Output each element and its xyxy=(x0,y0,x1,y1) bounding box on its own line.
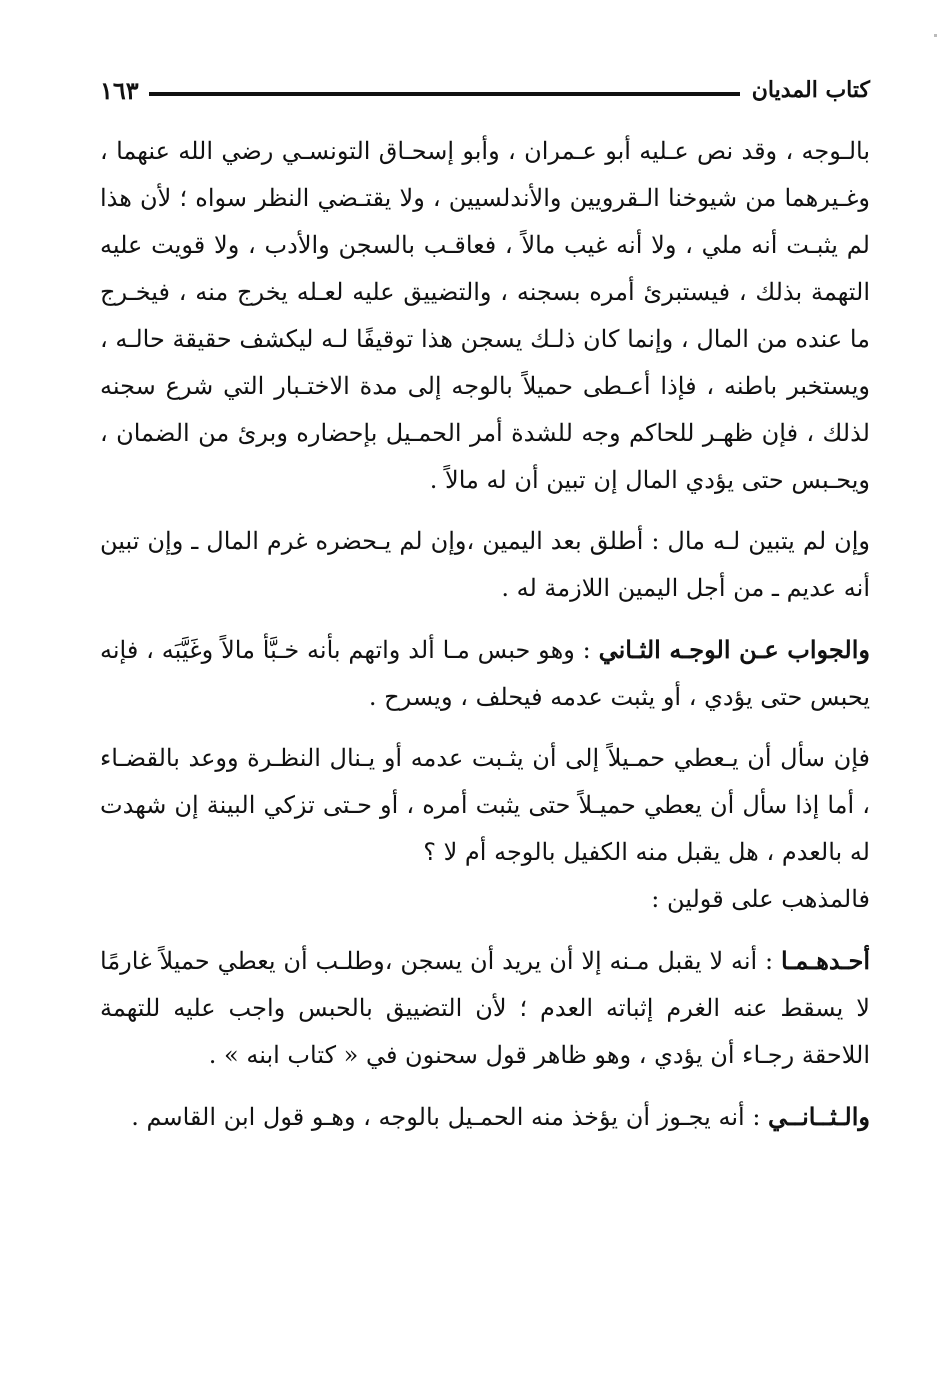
body-text xyxy=(100,128,870,1141)
paragraph-5: فالمذهب على قولين : xyxy=(651,885,870,913)
paragraph-7-text: : أنه يجـوز أن يؤخذ منه الحمـيل بالوجه ، وهـو قول ابن القاسم . xyxy=(131,1103,769,1131)
paragraph-6 xyxy=(100,937,870,1079)
page-number: ١٦٣ xyxy=(100,75,139,105)
scan-speck xyxy=(934,34,937,37)
paragraph-7-heading: والـثــانــي xyxy=(768,1102,870,1131)
paragraph-3 xyxy=(100,626,870,721)
paragraph-1: بالـوجه ، وقد نص عـليه أبو عـمران ، وأبو إسحـاق التونسـي رضي الله عنهما ، وغـيرهما من شيوخنا الـقرويين والأندلسيين ، ولا يقتـضي النظر سواه ؛ لأن هذا لم يثبـت أنه ملي ، ولا أنه غيب مالاً ، فعاقـب بالسجن والأدب ، ولا قويت عليه التهمة بذلك ، فيستبرئ أمره بسجنه ، والتضييق عليه لعـله يخرج منه ، فيخـرج ما عنده من المال ، وإنما كان ذلـك يسجن هذا توقيفًا لـه ليكشف حقيقة حالـه ، ويستخبر باطنه ، فإذا أعـطى حميلاً بالوجه إلى مدة الاختـبار التي شرع سجنه لذلك ، فإن ظهـر للحاكم وجه للشدة أمر الحمـيل بإحضاره وبرئ من الضمان ، ويحـبس حتى يؤدي المال إن تبين أن له مالاً . xyxy=(100,137,870,494)
paragraph-4: فإن سأل أن يـعطي حمـيلاً إلى أن يثـبت عدمه أو يـنال النظـرة ووعد بالقضـاء ، أما إذا سأل أن يعطي حميـلاً حتى يثبت أمره ، أو حـتى تزكي البينة إن شهدت له بالعدم ، هل يقبل منه الكفيل بالوجه أم لا ؟ xyxy=(100,744,870,866)
paragraph-2: وإن لم يتبين لـه مال : أطلق بعد اليمين ،وإن لم يـحضره غرم المال ـ وإن تبين أنه عديم ـ من أجل اليمين اللازمة له . xyxy=(100,527,870,602)
header-rule xyxy=(149,92,740,96)
paragraph-7 xyxy=(100,1093,870,1141)
paragraph-6-heading: أحـدهـمـا xyxy=(780,946,870,975)
paragraph-3-heading: والجواب عـن الوجـه الثـاني xyxy=(598,635,870,664)
running-header xyxy=(100,70,870,110)
paragraph-3-text: : وهو حبس مـا ألد واتهم بأنه خـبَّأ مالاً وغَيَّبَه ، فإنه يحبس حتى يؤدي ، أو يثبت عدمه فيحلف ، ويسرح . xyxy=(100,636,870,711)
book-section-title: كتاب المديان xyxy=(751,77,870,103)
paragraph-6-text: : أنه لا يقبل مـنه إلا أن يريد أن يسجن ،وطلـب أن يعطي حميلاً غارمًا لا يسقط عنه الغرم إثباته العدم ؛ لأن التضييق بالحبس واجب عليه للتهمة اللاحقة رجـاء أن يؤدي ، وهو ظاهر قول سحنون في « كتاب ابنه » . xyxy=(100,947,870,1069)
